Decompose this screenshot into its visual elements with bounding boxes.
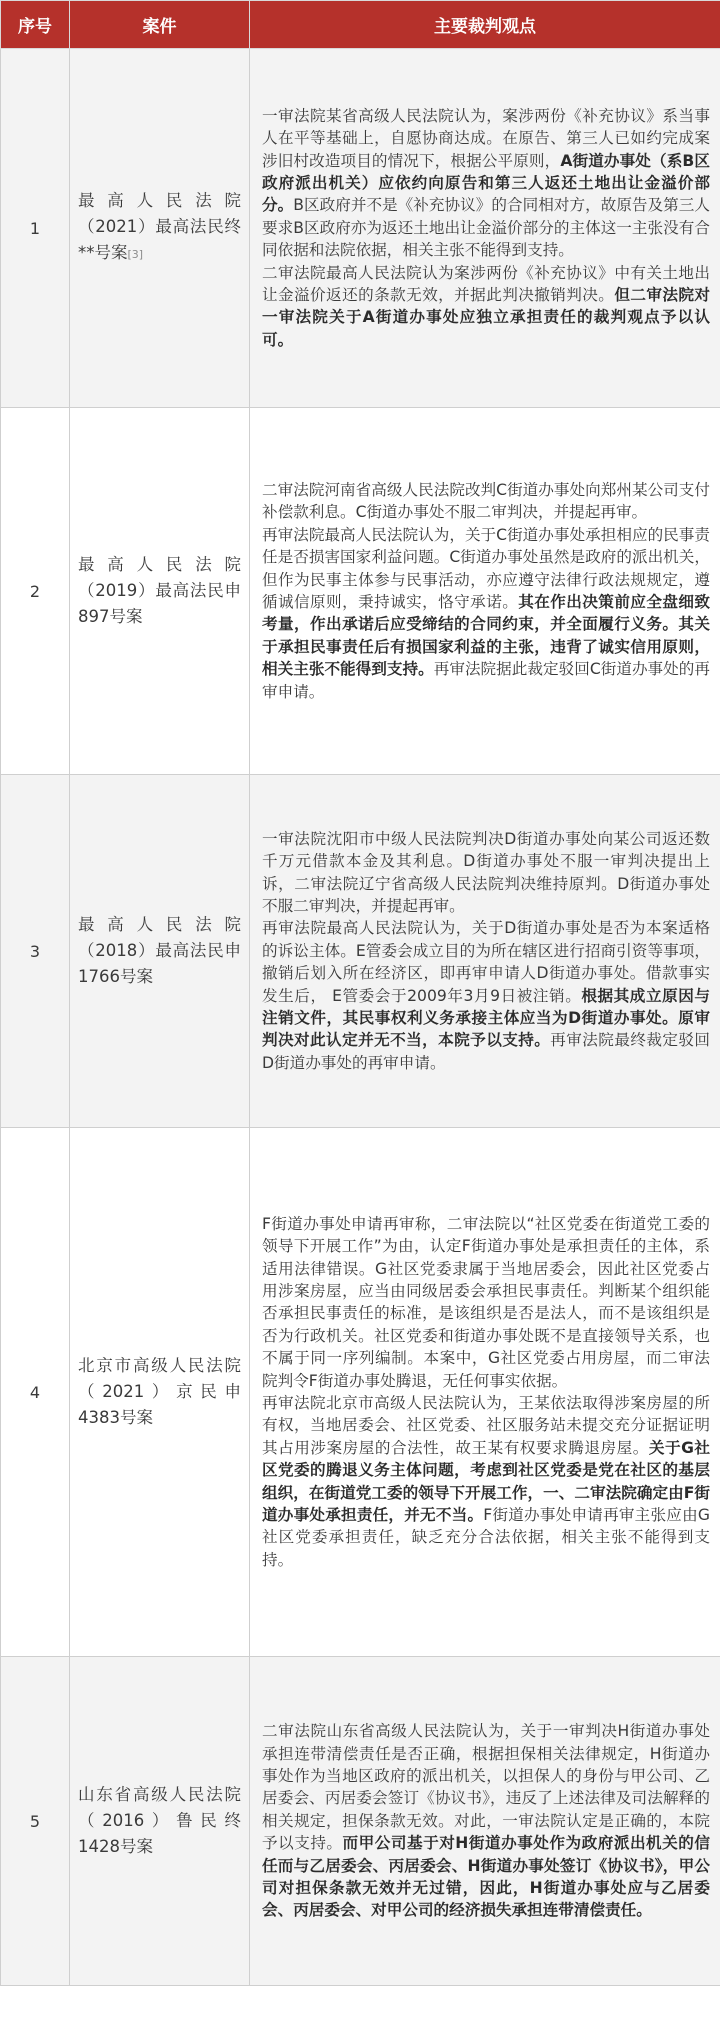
bold-holding: 其在作出决策前应全盘细致考量，作出承诺后应受缔结的合同约束，并全面履行义务。其关于承担民事责任后有损国家利益的主张，违背了诚实信用原则，相关主张不能得到支持。 [262,593,710,679]
view-paragraph [262,1392,710,1571]
case-name: 最高人民法院（2018）最高法民申1766号案 [78,915,241,986]
judgment-view-cell [250,408,720,775]
table-row [1,408,720,775]
table-row [1,1128,720,1657]
bold-holding: 但二审法院对一审法院关于A街道办事处应独立承担责任的裁判观点予以认可。 [262,286,710,349]
table-row [1,775,720,1128]
view-paragraph [262,262,710,352]
view-paragraph [262,105,710,262]
case-name: 山东省高级人民法院（2016）鲁民终1428号案 [78,1785,241,1856]
view-text: 再审法院最高人民法院认为，关于D街道办事处是否为本案适格的诉讼主体。E管委会成立目的为所在辖区进行招商引资等事项，撤销后划入所在经济区，即再审申请人D街道办事处。借款事实发生后， E管委会于2009年3月9日被注销。 [262,919,710,1005]
view-paragraph [262,1720,710,1922]
case-cell [70,1657,250,1986]
view-text: 再审法院最终裁定驳回D街道办事处的再审申请。 [262,1031,710,1072]
judgment-view-cell [250,49,720,408]
case-cell [70,775,250,1128]
view-text: 再审法院北京市高级人民法院认为，王某依法取得涉案房屋的所有权，当地居委会、社区党委、社区服务站未提交充分证据证明其占用涉案房屋的合法性，故王某有权要求腾退房屋。 [262,1394,710,1457]
case-name: 最高人民法院（2021）最高法民终**号案 [78,191,241,262]
row-number: 4 [1,1128,70,1657]
view-text: 二审法院山东省高级人民法院认为，关于一审判决H街道办事处承担连带清偿责任是否正确，根据担保相关法律规定，H街道办事处作为当地区政府的派出机关，以担保人的身份与甲公司、乙居委会、丙居委会签订《协议书》，违反了上述法律及司法解释的相关规定，担保条款无效。对此，一审法院认定是正确的，本院予以支持。 [262,1722,710,1853]
row-number: 2 [1,408,70,775]
table-row [1,1657,720,1986]
view-text: B区政府并不是《补充协议》的合同相对方，故原告及第三人要求B区政府亦为返还土地出让金溢价部分的主体这一主张没有合同依据和法院依据，相关主张不能得到支持。 [262,196,710,260]
case-name: 北京市高级人民法院（2021）京民申4383号案 [78,1356,241,1427]
table-header-row [1,1,720,49]
row-number: 5 [1,1657,70,1986]
footnote-ref[interactable]: [3] [127,248,144,261]
view-text: 二审法院最高人民法院认为案涉两份《补充协议》中有关土地出让金溢价返还的条款无效，并据此判决撤销判决。 [262,263,710,305]
row-number: 3 [1,775,70,1128]
bold-holding: 关于G社区党委的腾退义务主体问题，考虑到社区党委是党在社区的基层组织，在街道党工委的领导下开展工作，一、二审法院确定由F街道办事处承担责任，并无不当。 [262,1438,710,1525]
case-cell [70,1128,250,1657]
view-text: 再审法院据此裁定驳回C街道办事处的再审申请。 [262,660,710,701]
bold-holding: A街道办事处（系B区政府派出机关）应依约向原告和第三人返还土地出让金溢价部分。 [262,151,710,215]
case-name: 最高人民法院（2019）最高法民申897号案 [78,555,241,626]
case-cell [70,49,250,408]
view-text: 二审法院河南省高级人民法院改判C街道办事处向郑州某公司支付补偿款利息。C街道办事处不服二审判决，并提起再审。 [262,480,710,522]
view-text: F街道办事处申请再审称，二审法院以“社区党委在街道党工委的领导下开展工作”为由，认定F街道办事处是承担责任的主体，系适用法律错误。G社区党委隶属于当地居委会，因此社区党委占用涉案房屋，应当由同级居委会承担民事责任。判断某个组织能否承担民事责任的标准，是该组织是否是法人，而不是该组织是否为行政机关。社区党委和街道办事处既不是直接领导关系，也不属于同一序列编制。本案中，G社区党委占用房屋，而二审法院判令F街道办事处腾退，无任何事实依据。 [262,1214,710,1390]
view-paragraph [262,828,710,918]
header-view: 主要裁判观点 [250,1,720,49]
bold-holding: 而甲公司基于对H街道办事处作为政府派出机关的信任而与乙居委会、丙居委会、H街道办事处签订《协议书》，甲公司对担保条款无效并无过错，因此，H街道办事处应与乙居委会、丙居委会、对甲公司的经济损失承担连带清偿责任。 [262,1834,710,1920]
view-paragraph [262,917,710,1074]
bold-holding: 根据其成立原因与注销文件，其民事权利义务承接主体应当为D街道办事处。原审判决对此认定并无不当，本院予以支持。 [262,986,710,1050]
view-text: 一审法院某省高级人民法院认为，案涉两份《补充协议》系当事人在平等基础上，自愿协商达成。在原告、第三人已如约完成案涉旧村改造项目的情况下，根据公平原则， [262,106,710,170]
header-no: 序号 [1,1,70,49]
judgment-view-cell [250,1128,720,1657]
view-paragraph [262,479,710,524]
judgment-view-cell [250,775,720,1128]
case-cell [70,408,250,775]
view-text: 一审法院沈阳市中级人民法院判决D街道办事处向某公司返还数千万元借款本金及其利息。D街道办事处不服一审判决提出上诉，二审法院辽宁省高级人民法院判决维持原判。D街道办事处不服二审判决，并提起再审。 [262,829,710,915]
view-paragraph [262,1213,710,1392]
view-text: F街道办事处申请再审主张应由G社区党委承担责任，缺乏充分合法依据，相关主张不能得到支持。 [262,1506,710,1569]
view-paragraph [262,524,710,703]
table-row [1,49,720,408]
view-text: 再审法院最高人民法院认为，关于C街道办事处承担相应的民事责任是否损害国家利益问题。C街道办事处虽然是政府的派出机关，但作为民事主体参与民事活动，亦应遵守法律行政法规规定，遵循诚信原则，秉持诚实，恪守承诺。 [262,525,710,611]
row-number: 1 [1,49,70,408]
header-case: 案件 [70,1,250,49]
judgment-view-cell [250,1657,720,1986]
